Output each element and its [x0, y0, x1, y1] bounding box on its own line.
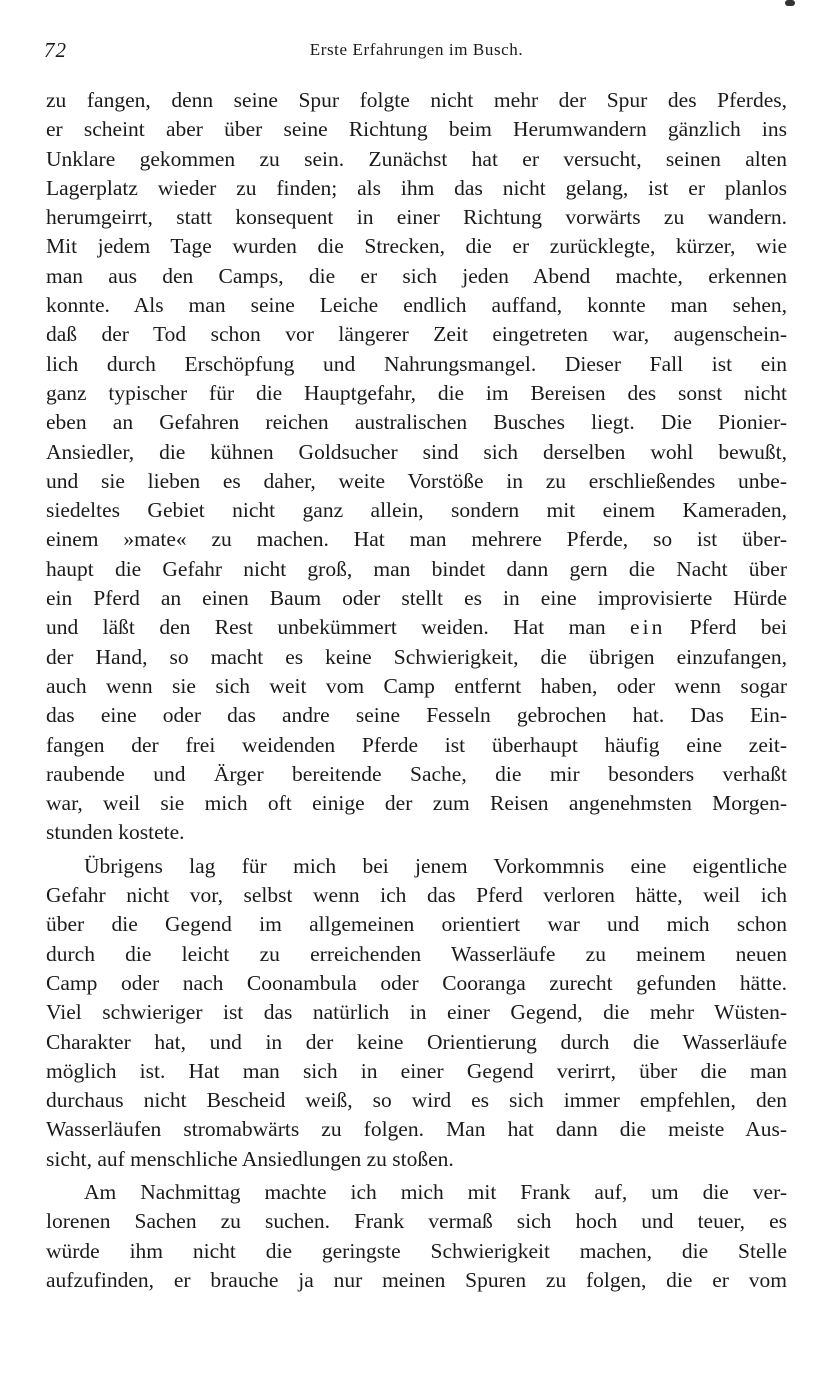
text-line: aufzufinden, er brauche ja nur meinen Spuren zu folgen, die er vom	[46, 1267, 787, 1292]
page-number: 72	[44, 38, 67, 62]
text-line: auch wenn sie sich weit vom Camp entfernt haben, oder wenn sogar	[46, 673, 787, 698]
text-line: raubende und Ärger bereitende Sache, die mir besonders verhaßt	[46, 761, 787, 786]
paragraph-last-line: sicht, auf menschliche Ansiedlungen zu stoßen.	[46, 1146, 454, 1171]
text-segment: und läßt den Rest unbekümmert weiden. Hat man	[46, 615, 606, 640]
text-line: über die Gegend im allgemeinen orientiert war und mich schon	[46, 912, 787, 937]
text-line: Gefahr nicht vor, selbst wenn ich das Pferd verloren hätte, weil ich	[46, 883, 787, 908]
text-line: würde ihm nicht die geringste Schwierigkeit machen, die Stelle	[46, 1238, 787, 1263]
text-line: lorenen Sachen zu suchen. Frank vermaß sich hoch und teuer, es	[46, 1209, 787, 1234]
text-line: möglich ist. Hat man sich in einer Gegend verirrt, über die man	[46, 1058, 787, 1083]
paragraph-last-line: stunden kostete.	[46, 820, 185, 845]
text-line: eben an Gefahren reichen australischen Busches liegt. Die Pionier-	[46, 410, 787, 435]
running-head	[44, 38, 789, 66]
text-line-split	[46, 643, 787, 672]
text-segment: Pferd bei	[689, 615, 788, 640]
text-line: er scheint aber über seine Richtung beim Herumwandern gänzlich ins	[46, 117, 787, 142]
text-line: haupt die Gefahr nicht groß, man bindet dann gern die Nacht über	[46, 556, 787, 581]
text-line: Mit jedem Tage wurden die Strecken, die er zurücklegte, kürzer, wie	[46, 234, 787, 259]
running-title: Erste Erfahrungen im Busch.	[309, 40, 524, 59]
text-line: zu fangen, denn seine Spur folgte nicht mehr der Spur des Pferdes,	[46, 88, 787, 112]
paragraph-first-line: Übrigens lag für mich bei jenem Vorkommnis eine eigentliche	[84, 853, 787, 878]
text-line: Lagerplatz wieder zu finden; als ihm das nicht gelang, ist er planlos	[46, 175, 787, 200]
text-line: lich durch Erschöpfung und Nahrungsmangel. Dieser Fall ist ein	[46, 351, 787, 376]
body-text	[46, 86, 787, 1295]
text-line: Ansiedler, die kühnen Goldsucher sind sich derselben wohl bewußt,	[46, 439, 787, 464]
scan-mark	[785, 0, 795, 6]
text-line: Unklare gekommen zu sein. Zunächst hat er versucht, seinen alten	[46, 146, 787, 171]
text-line: das eine oder das andre seine Fesseln gebrochen hat. Das Ein-	[46, 703, 787, 728]
text-line-with-emphasis	[46, 613, 787, 642]
text-line: durch die leicht zu erreichenden Wasserläufe zu meinem neuen	[46, 941, 787, 966]
text-line: Charakter hat, und in der keine Orientierung durch die Wasserläufe	[46, 1029, 787, 1054]
text-line: war, weil sie mich oft einige der zum Reisen angenehmsten Morgen-	[46, 791, 787, 816]
text-line: durchaus nicht Bescheid weiß, so wird es sich immer empfehlen, den	[46, 1088, 787, 1113]
text-line: einem »mate« zu machen. Hat man mehrere Pferde, so ist über-	[46, 527, 787, 552]
text-line: Viel schwieriger ist das natürlich in einer Gegend, die mehr Wüsten-	[46, 1000, 787, 1025]
text-line: Camp oder nach Coonambula oder Cooranga zurecht gefunden hätte.	[46, 970, 787, 995]
text-line: man aus den Camps, die er sich jeden Abend machte, erkennen	[46, 263, 787, 288]
text-line: daß der Tod schon vor längerer Zeit eingetreten war, augenschein-	[46, 322, 787, 347]
text-segment: der	[46, 644, 74, 669]
text-line: konnte. Als man seine Leiche endlich auffand, konnte man sehen,	[46, 293, 787, 318]
text-segment: Hand, so macht es keine Schwierigkeit, die übrigen einzufangen,	[95, 644, 788, 669]
text-line: Wasserläufen stromabwärts zu folgen. Man hat dann die meiste Aus-	[46, 1117, 787, 1142]
text-line: herumgeirrt, statt konsequent in einer Richtung vorwärts zu wandern.	[46, 205, 787, 230]
text-line: ganz typischer für die Hauptgefahr, die im Bereisen des sonst nicht	[46, 380, 787, 405]
paragraph-first-line: Am Nachmittag machte ich mich mit Frank auf, um die ver-	[84, 1179, 787, 1204]
text-line: und sie lieben es daher, weite Vorstöße in zu erschließendes unbe-	[46, 468, 787, 493]
text-line: siedeltes Gebiet nicht ganz allein, sondern mit einem Kameraden,	[46, 498, 787, 523]
spaced-emphasis: ein	[630, 615, 666, 640]
text-line: ein Pferd an einen Baum oder stellt es in eine improvisierte Hürde	[46, 586, 787, 611]
text-line: fangen der frei weidenden Pferde ist überhaupt häufig eine zeit-	[46, 732, 787, 757]
